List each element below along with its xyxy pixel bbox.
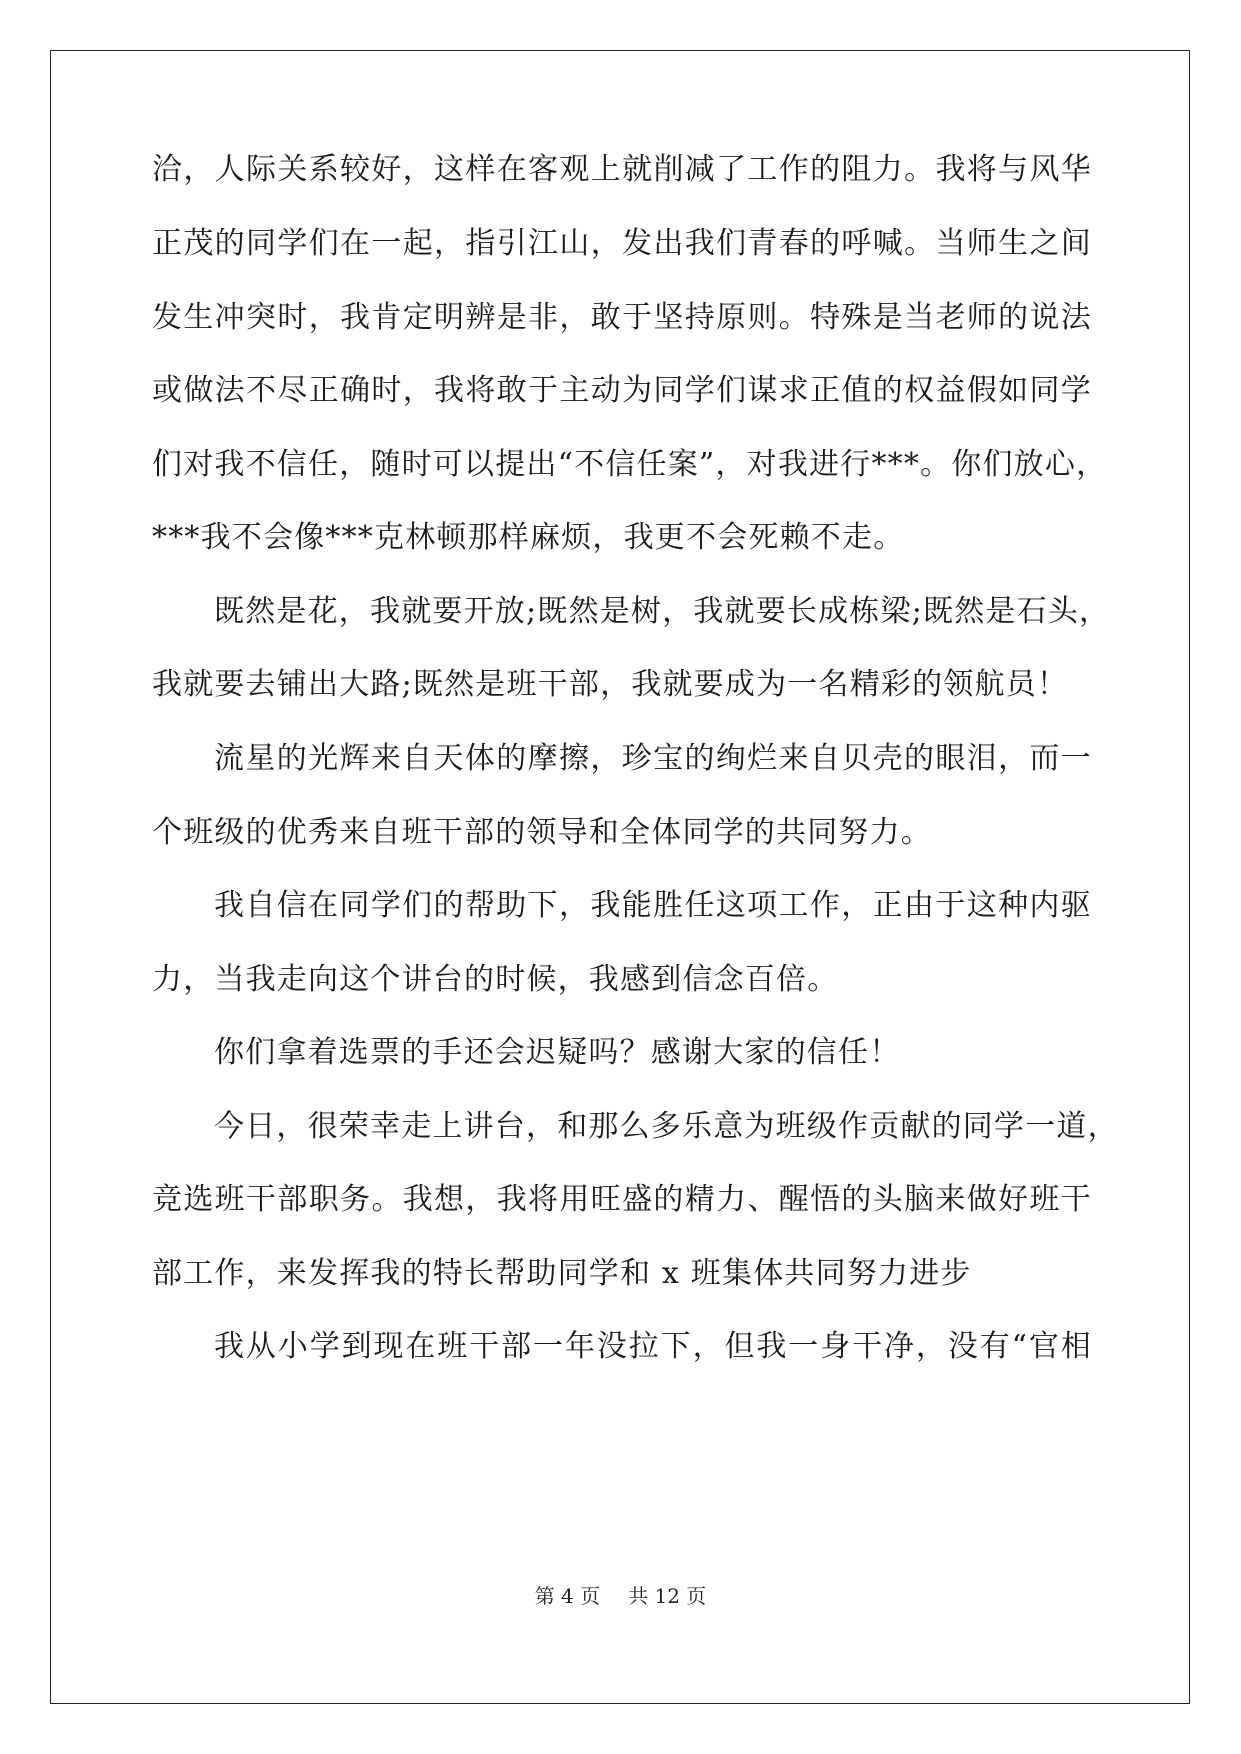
text-line: 我就要去铺出大路;既然是班干部，我就要成为一名精彩的领航员！: [152, 667, 1069, 702]
paragraph-first-line: 今日，很荣幸走上讲台，和那么多乐意为班级作贡献的同学一道，: [214, 1109, 1119, 1144]
text-line: 部工作，来发挥我的特长帮助同学和 x 班集体共同努力进步: [152, 1256, 972, 1291]
text-line: 们对我不信任，随时可以提出“不信任案”，对我进行***。你们放心，: [152, 447, 1108, 482]
text-line: 竞选班干部职务。我想，我将用旺盛的精力、醒悟的头脑来做好班干: [152, 1182, 1092, 1217]
text-line: 或做法不尽正确时，我将敢于主动为同学们谋求正值的权益假如同学: [152, 373, 1092, 408]
text-line: 个班级的优秀来自班干部的领导和全体同学的共同努力。: [152, 815, 932, 850]
text-line: 发生冲突时，我肯定明辨是非，敢于坚持原则。特殊是当老师的说法: [152, 300, 1092, 335]
text-line: ***我不会像***克林顿那样麻烦，我更不会死赖不走。: [152, 520, 905, 555]
paragraph-first-line: 流星的光辉来自天体的摩擦，珍宝的绚烂来自贝壳的眼泪，而一: [214, 741, 1092, 776]
paragraph-first-line: 既然是花，我就要开放;既然是树，我就要长成栋梁;既然是石头，: [214, 594, 1111, 629]
text-line: 洽，人际关系较好，这样在客观上就削减了工作的阻力。我将与风华: [152, 152, 1092, 187]
page-footer: [0, 1582, 1241, 1610]
paragraph-first-line: 我自信在同学们的帮助下，我能胜任这项工作，正由于这种内驱: [214, 888, 1092, 923]
page-total: 共 12 页: [628, 1584, 707, 1608]
paragraph-first-line: 你们拿着选票的手还会迟疑吗？感谢大家的信任！: [214, 1035, 901, 1070]
text-line: 力，当我走向这个讲台的时候，我感到信念百倍。: [152, 962, 839, 997]
paragraph-first-line: 我从小学到现在班干部一年没拉下，但我一身干净，没有“官相: [214, 1329, 1092, 1364]
text-line: 正茂的同学们在一起，指引江山，发出我们青春的呼喊。当师生之间: [152, 226, 1092, 261]
page-number: 第 4 页: [534, 1584, 601, 1608]
